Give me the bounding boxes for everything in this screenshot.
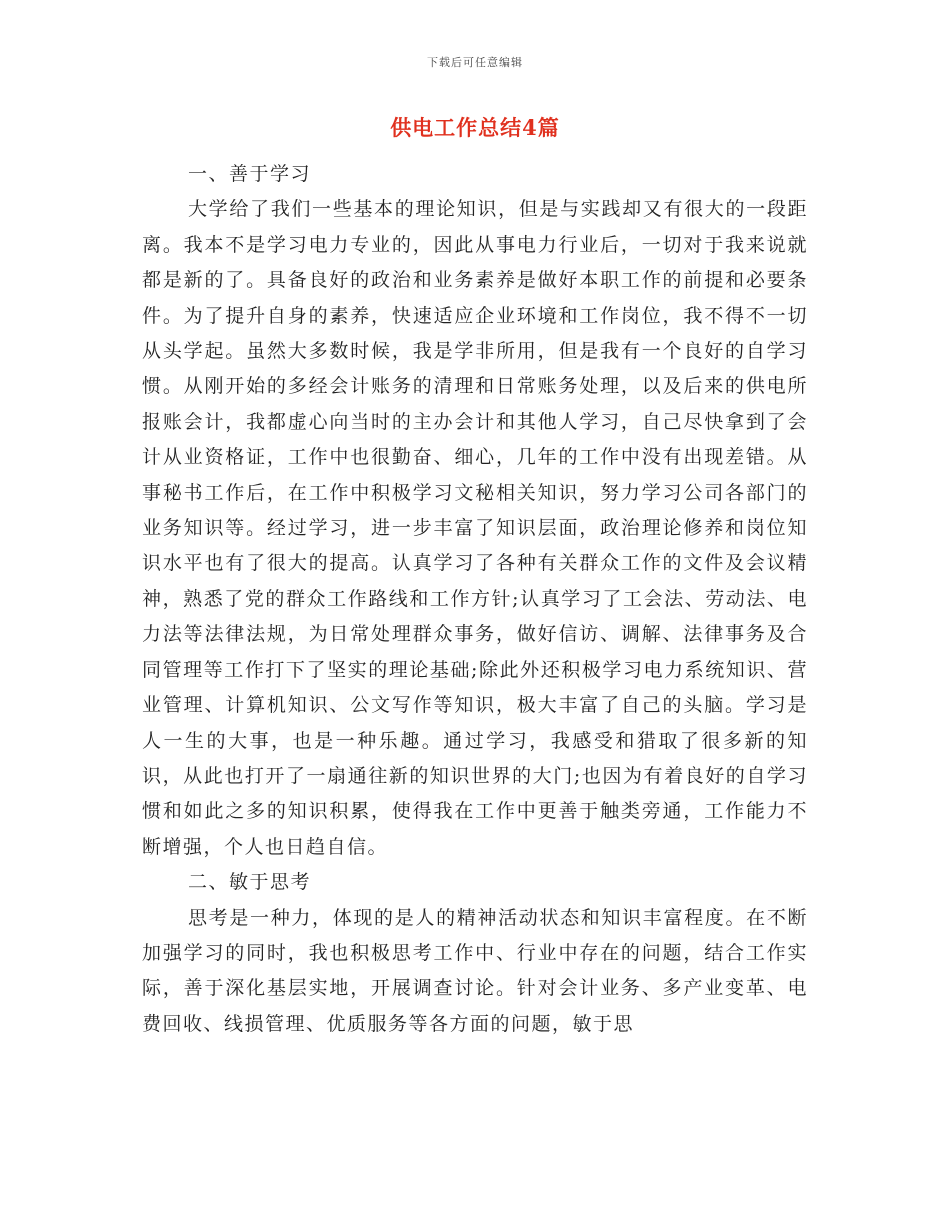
- header-note: 下载后可任意编辑: [427, 56, 523, 69]
- document-title: 供电工作总结4篇: [390, 115, 560, 140]
- section-heading-2: 二、敏于思考: [188, 871, 312, 894]
- document-body: [142, 157, 808, 1042]
- section-heading-1: 一、善于学习: [188, 163, 312, 185]
- section-paragraph-2: 思考是一种力，体现的是人的精神活动状态和知识丰富程度。在不断加强学习的同时，我也积极思考工作中、行业中存在的问题，结合工作实际，善于深化基层实地，开展调查讨论。针对会计业务、多产业变革、电费回收、线损管理、优质服务等各方面的问题，敏于思: [142, 906, 808, 1035]
- section-paragraph-1: 大学给了我们一些基本的理论知识，但是与实践却又有很大的一段距离。我本不是学习电力专业的，因此从事电力行业后，一切对于我来说就都是新的了。具备良好的政治和业务素养是做好本职工作的前提和必要条件。为了提升自身的素养，快速适应企业环境和工作岗位，我不得不一切从头学起。虽然大多数时候，我是学非所用，但是我有一个良好的自学习惯。从刚开始的多经会计账务的清理和日常账务处理，以及后来的供电所报账会计，我都虚心向当时的主办会计和其他人学习，自己尽快拿到了会计从业资格证，工作中也很勤奋、细心，几年的工作中没有出现差错。从事秘书工作后，在工作中积极学习文秘相关知识，努力学习公司各部门的业务知识等。经过学习，进一步丰富了知识层面，政治理论修养和岗位知识水平也有了很大的提高。认真学习了各种有关群众工作的文件及会议精神，熟悉了党的群众工作路线和工作方针;认真学习了工会法、劳动法、电力法等法律法规，为日常处理群众事务，做好信访、调解、法律事务及合同管理等工作打下了坚实的理论基础;除此外还积极学习电力系统知识、营业管理、计算机知识、公文写作等知识，极大丰富了自己的头脑。学习是人一生的大事，也是一种乐趣。通过学习，我感受和猎取了很多新的知识，从此也打开了一扇通往新的知识世界的大门;也因为有着良好的自学习惯和如此之多的知识积累，使得我在工作中更善于触类旁通，工作能力不断增强，个人也日趋自信。: [142, 198, 808, 858]
